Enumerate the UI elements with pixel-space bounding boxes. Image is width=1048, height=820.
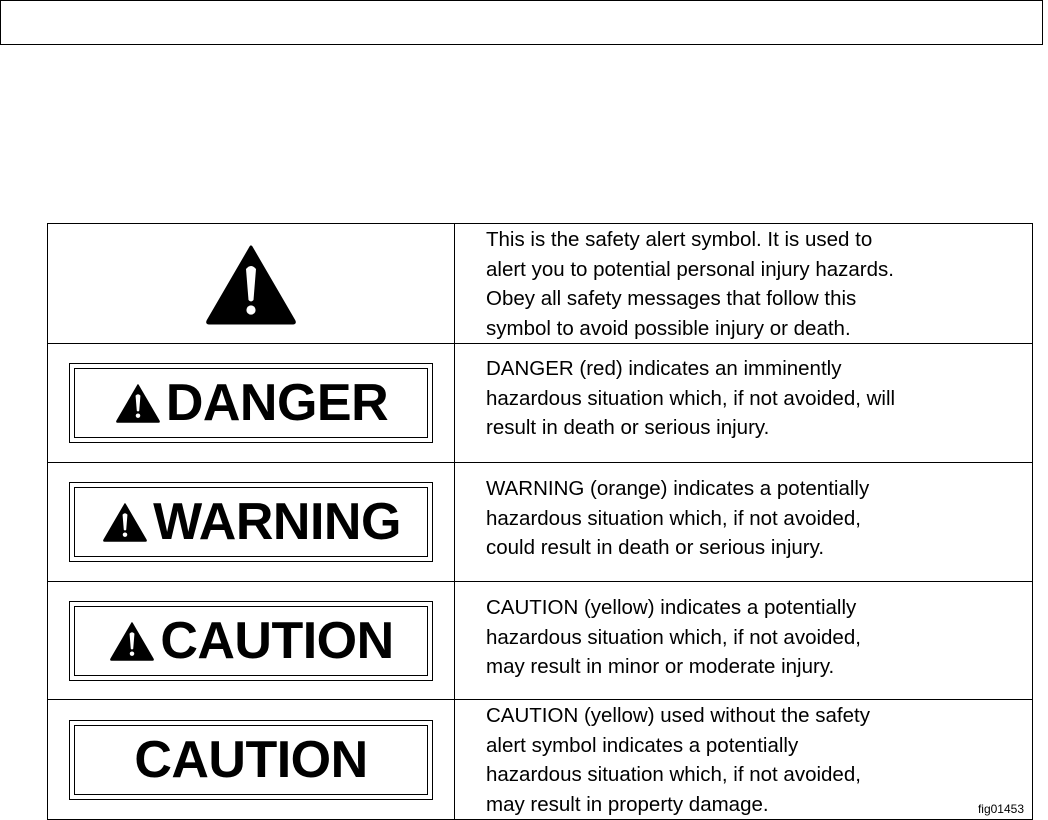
signal-word: CAUTION [160, 611, 394, 670]
caution-no-symbol-label [69, 720, 433, 800]
description-line: may result in property damage. [486, 792, 769, 816]
signal-label-cell [48, 344, 455, 463]
signal-word: CAUTION [134, 730, 368, 789]
description-line: hazardous situation which, if not avoided, [486, 506, 861, 530]
description-cell [455, 344, 1033, 463]
description-line: CAUTION (yellow) used without the safety [486, 704, 870, 727]
header-box [0, 0, 1043, 45]
signal-word-table [47, 223, 1033, 820]
description-line: WARNING (orange) indicates a potentially [486, 477, 870, 500]
description-cell [455, 224, 1033, 344]
signal-label-cell [48, 582, 455, 700]
table-row [48, 582, 1033, 700]
figure-id: fig01453 [977, 802, 1024, 816]
signal-word: DANGER [165, 374, 389, 432]
description-line: DANGER (red) indicates an imminently [486, 357, 842, 380]
description-line: symbol to avoid possible injury or death. [486, 316, 851, 340]
signal-label-cell [48, 700, 455, 820]
table-row [48, 344, 1033, 463]
safety-alert-icon [101, 502, 149, 542]
danger-label [69, 363, 433, 443]
safety-alert-icon [114, 383, 162, 423]
table-row [48, 700, 1033, 820]
description-cell [455, 700, 1033, 820]
description-line: could result in death or serious injury. [486, 536, 825, 559]
description-line: alert you to potential personal injury hazards. [486, 257, 894, 281]
description-cell [455, 463, 1033, 582]
description-line: CAUTION (yellow) indicates a potentially [486, 596, 857, 619]
safety-alert-icon [205, 243, 297, 325]
description-line: hazardous situation which, if not avoided, will [486, 386, 896, 410]
description-line: may result in minor or moderate injury. [486, 655, 835, 678]
description-line: hazardous situation which, if not avoided, [486, 625, 861, 649]
warning-label [69, 482, 433, 562]
table-row [48, 224, 1033, 344]
description-line: hazardous situation which, if not avoided, [486, 763, 861, 786]
description-line: alert symbol indicates a potentially [486, 733, 799, 757]
description-line: result in death or serious injury. [486, 416, 770, 439]
table-row [48, 463, 1033, 582]
description-line: Obey all safety messages that follow this [486, 287, 857, 310]
signal-label-cell [48, 463, 455, 582]
symbol-cell [48, 224, 455, 344]
description-line: This is the safety alert symbol. It is used to [486, 228, 873, 251]
description-cell [455, 582, 1033, 700]
safety-alert-icon [108, 621, 156, 661]
caution-label [69, 601, 433, 681]
signal-word: WARNING [153, 493, 401, 551]
